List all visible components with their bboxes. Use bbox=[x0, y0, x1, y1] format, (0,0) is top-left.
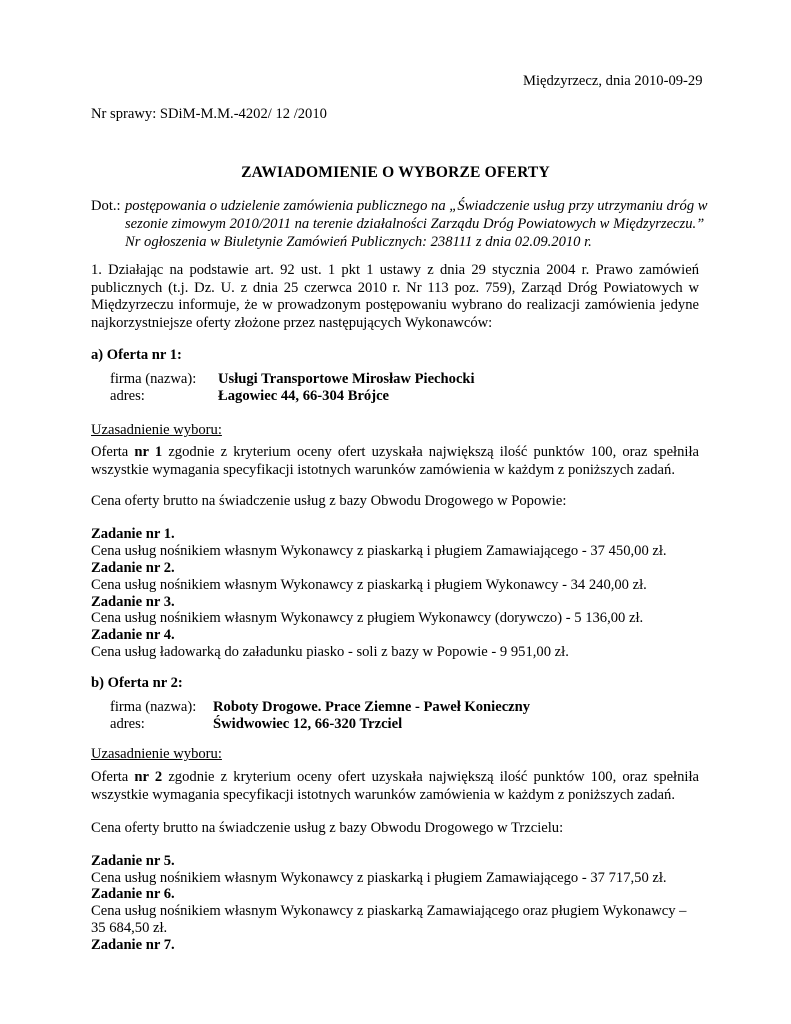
offer-b-address-label: adres: bbox=[110, 716, 145, 732]
offer-a-justification-heading: Uzasadnienie wyboru: bbox=[91, 422, 222, 438]
offer-a-firm-value: Usługi Transportowe Mirosław Piechocki bbox=[218, 371, 475, 387]
task-1-text: Cena usług nośnikiem własnym Wykonawcy z piaskarką i pługiem Zamawiającego - 37 450,00 zł. bbox=[91, 543, 667, 559]
offer-a-address-label: adres: bbox=[110, 388, 145, 404]
offer-a-just-number: nr 1 bbox=[134, 444, 163, 460]
intro-paragraph bbox=[91, 262, 699, 332]
task-2-title: Zadanie nr 2. bbox=[91, 560, 175, 576]
offer-b-justification-line-1 bbox=[91, 769, 699, 787]
offer-b-justification-line-2: wszystkie wymagania specyfikacji istotnych warunków zamówienia w każdym z poniższych zadań. bbox=[91, 786, 675, 803]
task-3-text: Cena usług nośnikiem własnym Wykonawcy z pługiem Wykonawcy (dorywczo) - 5 136,00 zł. bbox=[91, 610, 644, 626]
offer-b-heading: b) Oferta nr 2: bbox=[91, 675, 183, 691]
task-6-title: Zadanie nr 6. bbox=[91, 886, 175, 902]
offer-b-just-rest: zgodnie z kryterium oceny ofert uzyskała największą ilość punktów 100, oraz spełniła bbox=[168, 769, 699, 785]
dot-line-3: Nr ogłoszenia w Biuletynie Zamówień Publicznych: 238111 z dnia 02.09.2010 r. bbox=[125, 234, 592, 250]
task-6-text-1: Cena usług nośnikiem własnym Wykonawcy z piaskarką Zamawiającego oraz pługiem Wykonawcy – bbox=[91, 903, 687, 919]
offer-a-justification-line-2: wszystkie wymagania specyfikacji istotnych warunków zamówienia w każdym z poniższych zadań. bbox=[91, 461, 675, 478]
task-3-title: Zadanie nr 3. bbox=[91, 594, 175, 610]
task-7-title: Zadanie nr 7. bbox=[91, 937, 175, 953]
offer-b-price-intro: Cena oferty brutto na świadczenie usług z bazy Obwodu Drogowego w Trzcielu: bbox=[91, 820, 564, 836]
intro-line-2: publicznych (t.j. Dz. U. z dnia 25 czerwca 2010 r. Nr 113 poz. 759), Zarząd Dróg Powiatowych w bbox=[91, 279, 699, 296]
intro-line-1: 1. Działając na podstawie art. 92 ust. 1 pkt 1 ustawy z dnia 29 stycznia 2004 r. Prawo zamówień bbox=[91, 262, 699, 278]
offer-b-firm-label: firma (nazwa): bbox=[110, 699, 197, 715]
offer-b-just-number: nr 2 bbox=[134, 769, 163, 785]
offer-b-justification-heading: Uzasadnienie wyboru: bbox=[91, 746, 222, 762]
offer-b-address-value: Świdwowiec 12, 66-320 Trzciel bbox=[213, 716, 403, 732]
offer-a-justification-line-1 bbox=[91, 444, 699, 462]
case-number: Nr sprawy: SDiM-M.M.-4202/ 12 /2010 bbox=[91, 106, 327, 122]
offer-a-just-prefix: Oferta bbox=[91, 444, 129, 460]
task-2-text: Cena usług nośnikiem własnym Wykonawcy z piaskarką i pługiem Wykonawcy - 34 240,00 zł. bbox=[91, 577, 647, 593]
offer-b-firm-value: Roboty Drogowe. Prace Ziemne - Paweł Konieczny bbox=[213, 699, 531, 715]
offer-a-justification bbox=[91, 444, 699, 479]
offer-b-justification bbox=[91, 769, 699, 804]
offer-a-firm-label: firma (nazwa): bbox=[110, 371, 197, 387]
task-4-title: Zadanie nr 4. bbox=[91, 627, 175, 643]
dot-line-1: postępowania o udzielenie zamówienia publicznego na „Świadczenie usług przy utrzymaniu dróg w bbox=[125, 198, 708, 214]
intro-line-4: najkorzystniejsze oferty złożone przez następujących Wykonawców: bbox=[91, 314, 493, 331]
offer-a-price-intro: Cena oferty brutto na świadczenie usług z bazy Obwodu Drogowego w Popowie: bbox=[91, 493, 567, 509]
task-5-text: Cena usług nośnikiem własnym Wykonawcy z piaskarką i pługiem Zamawiającego - 37 717,50 zł. bbox=[91, 870, 667, 886]
task-4-text: Cena usług ładowarką do załadunku piasko - soli z bazy w Popowie - 9 951,00 zł. bbox=[91, 644, 569, 660]
task-1-title: Zadanie nr 1. bbox=[91, 526, 175, 542]
offer-a-just-rest: zgodnie z kryterium oceny ofert uzyskała największą ilość punktów 100, oraz spełniła bbox=[168, 444, 699, 460]
dot-label: Dot.: bbox=[91, 198, 121, 214]
offer-b-just-prefix: Oferta bbox=[91, 769, 129, 785]
intro-line-3: Międzyrzeczu informuje, że w prowadzonym postępowaniu wybrano do realizacji zamówienia jedyne bbox=[91, 297, 699, 313]
page-title: ZAWIADOMIENIE O WYBORZE OFERTY bbox=[241, 164, 550, 181]
place-date: Międzyrzecz, dnia 2010-09-29 bbox=[523, 73, 703, 89]
task-6-text-2: 35 684,50 zł. bbox=[91, 920, 168, 936]
offer-a-heading: a) Oferta nr 1: bbox=[91, 347, 182, 363]
dot-line-2: sezonie zimowym 2010/2011 na terenie działalności Zarządu Dróg Powiatowych w Międzyrzeczu.” bbox=[125, 216, 705, 232]
offer-a-address-value: Łagowiec 44, 66-304 Brójce bbox=[218, 388, 390, 404]
task-5-title: Zadanie nr 5. bbox=[91, 853, 175, 869]
